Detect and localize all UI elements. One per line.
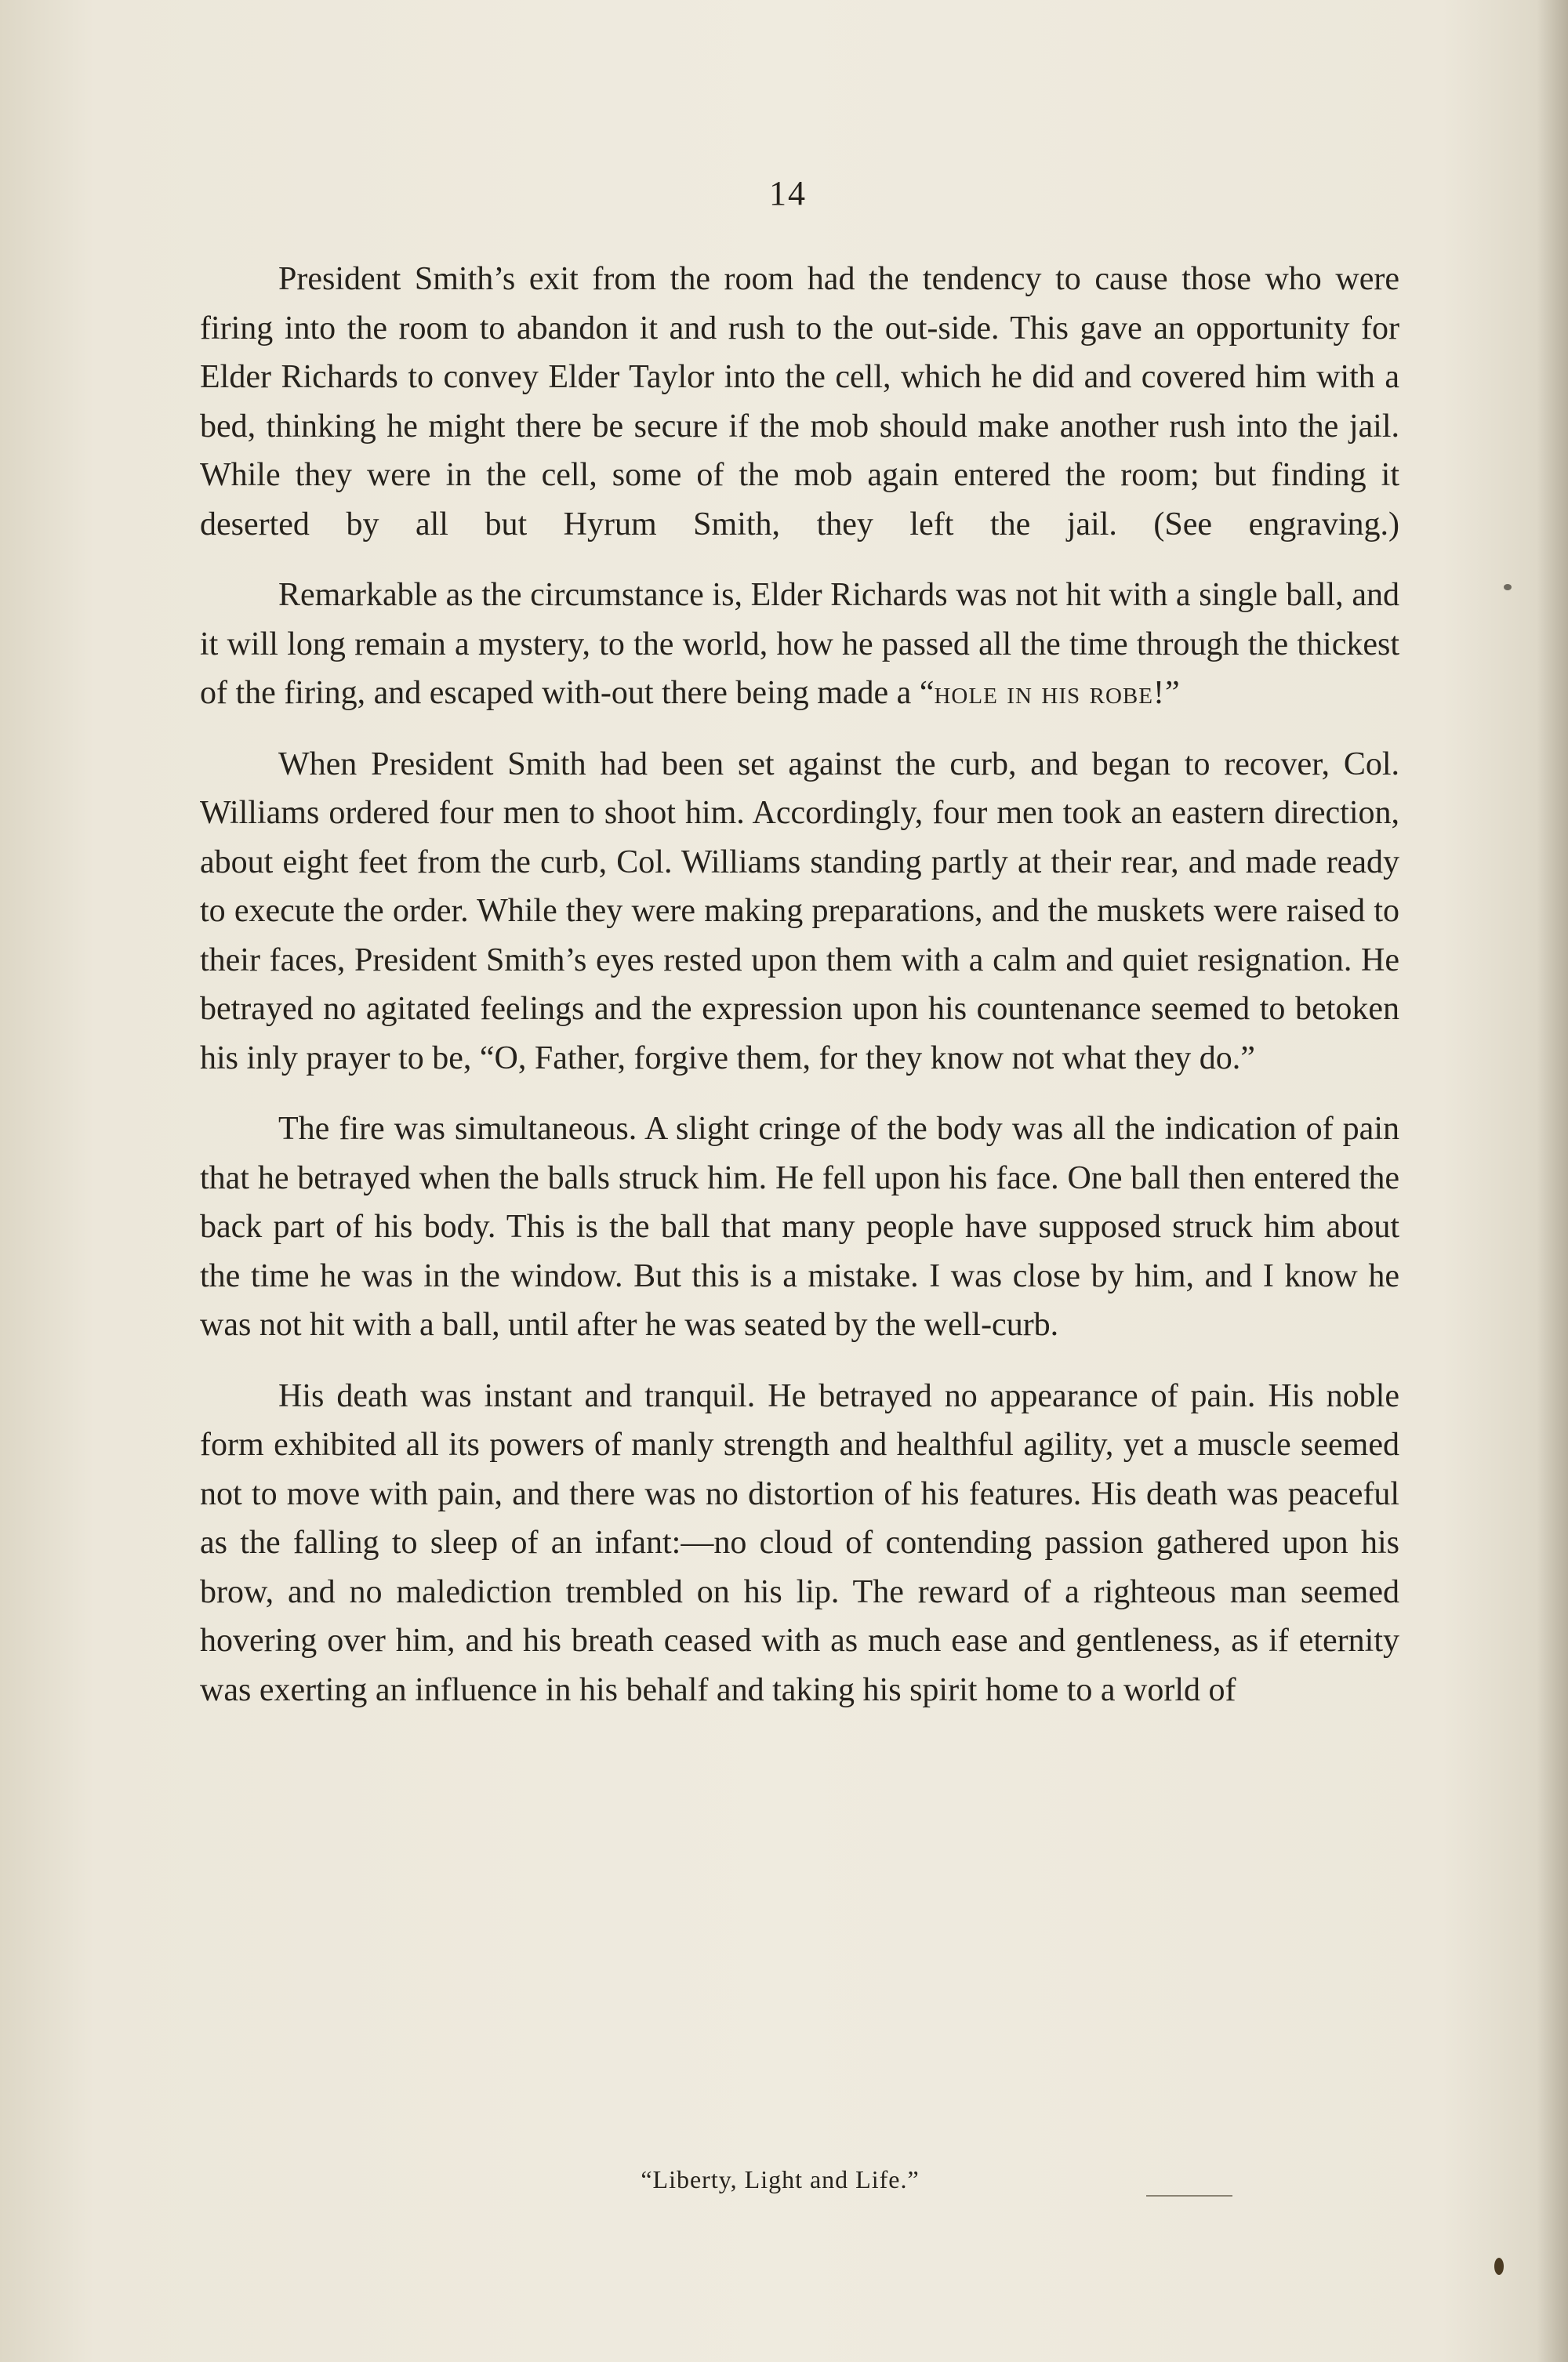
page-number: 14 xyxy=(769,174,807,212)
ink-speck xyxy=(1494,2258,1504,2275)
paragraph-2-text: Remarkable as the circumstance is, Elder Richards was not hit with a single ball, and it will long remain a mystery, to the world, how he passed all the time through the thickest of the firing, and escaped with-out there being made a “ xyxy=(200,577,1399,711)
paragraph-4: The fire was simultaneous. A slight cringe of the body was all the indication of pain that he betrayed when the balls struck him. He fell upon his face. One ball then entered the back part of his body. This is the ball that many people have supposed struck him about the time he was in the window. But this is a mistake. I was close by him, and I know he was not hit with a ball, until after he was seated by the well-curb. xyxy=(200,1111,1399,1343)
paragraph-1: President Smith’s exit from the room had the tendency to cause those who were firing into the room to abandon it and rush to the out-side. This gave an opportunity for Elder Richards to convey Elder Taylor into the cell, which he did and covered him with a bed, thinking he might there be secure if the mob should make another rush into the jail. While they were in the cell, some of the mob again entered the room; but finding it deserted by all but Hyrum Smith, they left the jail. (See engraving.) xyxy=(200,261,1399,542)
paragraph-2-small-caps: hole in his robe! xyxy=(934,675,1165,711)
paragraph-2 xyxy=(200,571,1399,718)
body-text xyxy=(200,255,1399,1736)
page-gutter-shadow xyxy=(1537,0,1568,2362)
ink-speck xyxy=(1504,584,1512,590)
printer-rule xyxy=(1146,2195,1232,2197)
closing-quote: “Liberty, Light and Life.” xyxy=(641,2165,920,2193)
paragraph-3: When President Smith had been set against the curb, and began to recover, Col. Williams ordered four men to shoot him. Accordingly, four men took an eastern direction, about eight feet from the curb, Col. Williams standing partly at their rear, and made ready to execute the order. While they were making preparations, and the muskets were raised to their faces, President Smith’s eyes rested upon them with a calm and quiet resignation. He betrayed no agitated feelings and the expression upon his countenance seemed to betoken his inly prayer to be, “O, Father, forgive them, for they know not what they do.” xyxy=(200,746,1399,1076)
paragraph-2-close-quote: ” xyxy=(1164,675,1180,711)
paragraph-5: His death was instant and tranquil. He betrayed no appearance of pain. His noble form exhibited all its powers of manly strength and healthful agility, yet a muscle seemed not to move with pain, and there was no distortion of his features. His death was peaceful as the falling to sleep of an infant:—no cloud of contending passion gathered upon his brow, and no malediction trembled on his lip. The reward of a righteous man seemed hovering over him, and his breath ceased with as much ease and gentleness, as if eternity was exerting an influence in his behalf and taking his spirit home to a world of xyxy=(200,1377,1399,1708)
